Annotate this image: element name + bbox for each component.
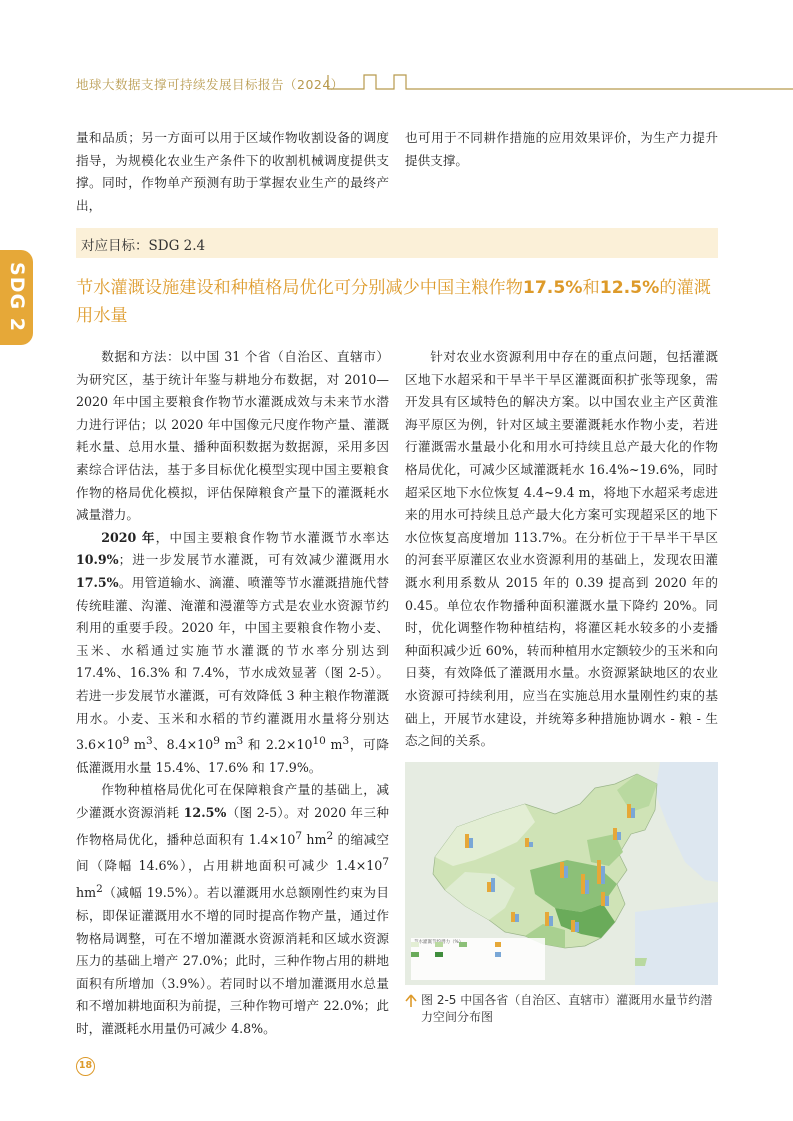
page-number: 18	[76, 1057, 95, 1076]
figure-caption: 图 2-5 中国各省（自治区、直辖市）灌溉用水量节约潜力空间分布图	[421, 993, 713, 1024]
regional-paragraph: 针对农业水资源利用中存在的重点问题，包括灌溉区地下水超采和干旱半干旱区灌溉面积扩张等现象，需开发具有区域特色的解决方案。以中国农业主产区黄淮海平原区为例，针对区域主要灌溉耗水作物小麦，若进行灌溉需水量最小化和用水可持续且总产最大化的作物格局优化，可减少区域灌溉耗水 16.4%~19.6%，同时超采区地下水位恢复 4.4~9.4 m，将地下水超采考虑进来的用水可持续且总产最大化方案可实现超采区的地下水位恢复高度增加 113.7%。在分析位于干旱半干旱区的河套平原灌区农业水资源利用的基础上，发现农田灌溉水利用系数从 2015 年的 0.39 提高到 2020 年的 0.45。单位农作物播种面积灌溉水量下降约 20%。同时，优化调整作物种植结构，将灌区耗水较多的小麦播种面积减少近 60%，转而种植用水定额较少的玉米和向日葵，有效降低了灌溉用水量。水资源紧缺地区的农业水资源可持续利用，应当在实施总用水量刚性约束的基础上，开展节水建设，并统筹多种措施协调水 - 粮 - 生态之间的关系。	[405, 349, 718, 749]
target-label: 对应目标：SDG 2.4	[81, 238, 206, 254]
water-saving-paragraph: 2020 年，中国主要粮食作物节水灌溉节水率达 10.9%；进一步发展节水灌溉，可有效减少灌溉用水 17.5%。用管道输水、滴灌、喷灌等节水灌溉措施代替传统畦灌、沟灌、淹灌和漫灌等方式是农业水资源节约利用的重要手段。2020 年，中国主要粮食作物小麦、玉米、水稻通过实施节水灌溉的节水率分别达到 17.4%、16.3% 和 7.4%，节水成效显著（图 2-5）。若进一步发展节水灌溉，可有效降低 3 种主粮作物灌溉用水。小麦、玉米和水稻的节约灌溉用水量将分别达 $3.6\times 10^9$ $m^3$、$8.4\times 10^9$ $m^3$ 和 $2.2\times 10^{10}$ $m^3$，可降低灌溉用水量 15.4%、17.6% 和 17.9%。	[76, 529, 390, 775]
header-decoration	[324, 72, 793, 92]
map-legend-swatches	[411, 938, 539, 966]
sdg-side-tab-label: SDG 2	[6, 262, 28, 332]
map-legend	[411, 938, 545, 980]
crop-pattern-paragraph: 作物种植格局优化可在保障粮食产量的基础上，减少灌溉水资源消耗 12.5%（图 2-5）。对 2020 年三种作物格局优化，播种总面积有 $1.4\times 10^7$ $hm^2$ 的缩减空间（降幅 14.6%），占用耕地面积可减少 $1.4\times 10^7$ $hm^2$（减幅 19.5%）。若以灌溉用水总额刚性约束为目标，即保证灌溉用水不增的同时提高作物产量，通过作物格局调整，可在不增加灌溉水资源消耗和区域水资源压力的基础上增产 27.0%；此时，三种作物占用的耕地面积有所增加（3.9%）。若同时以不增加灌溉用水总量和不增加耕地面积为前提，三种作物可增产 22.0%；此时，灌溉耗水用量仍可减少 4.8%。	[76, 782, 389, 1036]
figure-map	[405, 762, 718, 985]
left-column	[76, 346, 389, 1041]
caption-arrow-icon	[405, 994, 417, 1008]
running-header-title: 地球大数据支撑可持续发展目标报告（2024）	[76, 77, 344, 92]
intro-right-paragraph: 也可用于不同耕作措施的应用效果评价，为生产力提升提供支撑。	[405, 130, 718, 168]
methods-paragraph: 数据和方法：以中国 31 个省（自治区、直辖市）为研究区，基于统计年鉴与耕地分布数据，对 2010—2020 年中国主要粮食作物节水灌溉成效与未来节水潜力进行评估；以 2020 年中国像元尺度作物产量、灌溉耗水量、总用水量、播种面积数据为数据源，采用多因素综合评估法，基于多目标优化模型实现中国主要粮食作物的格局优化模拟，评估保障粮食产量下的灌溉耗水减量潜力。	[76, 349, 389, 523]
target-bar	[76, 228, 718, 258]
right-column	[405, 346, 718, 753]
intro-left-paragraph: 量和品质；另一方面可以用于区域作物收割设备的调度指导，为规模化农业生产条件下的收割机械调度提供支撑。同时，作物单产预测有助于掌握农业生产的最终产出，	[76, 130, 389, 213]
section-title: 节水灌溉设施建设和种植格局优化可分别减少中国主粮作物17.5%和12.5%的灌溉用水量	[76, 278, 711, 326]
